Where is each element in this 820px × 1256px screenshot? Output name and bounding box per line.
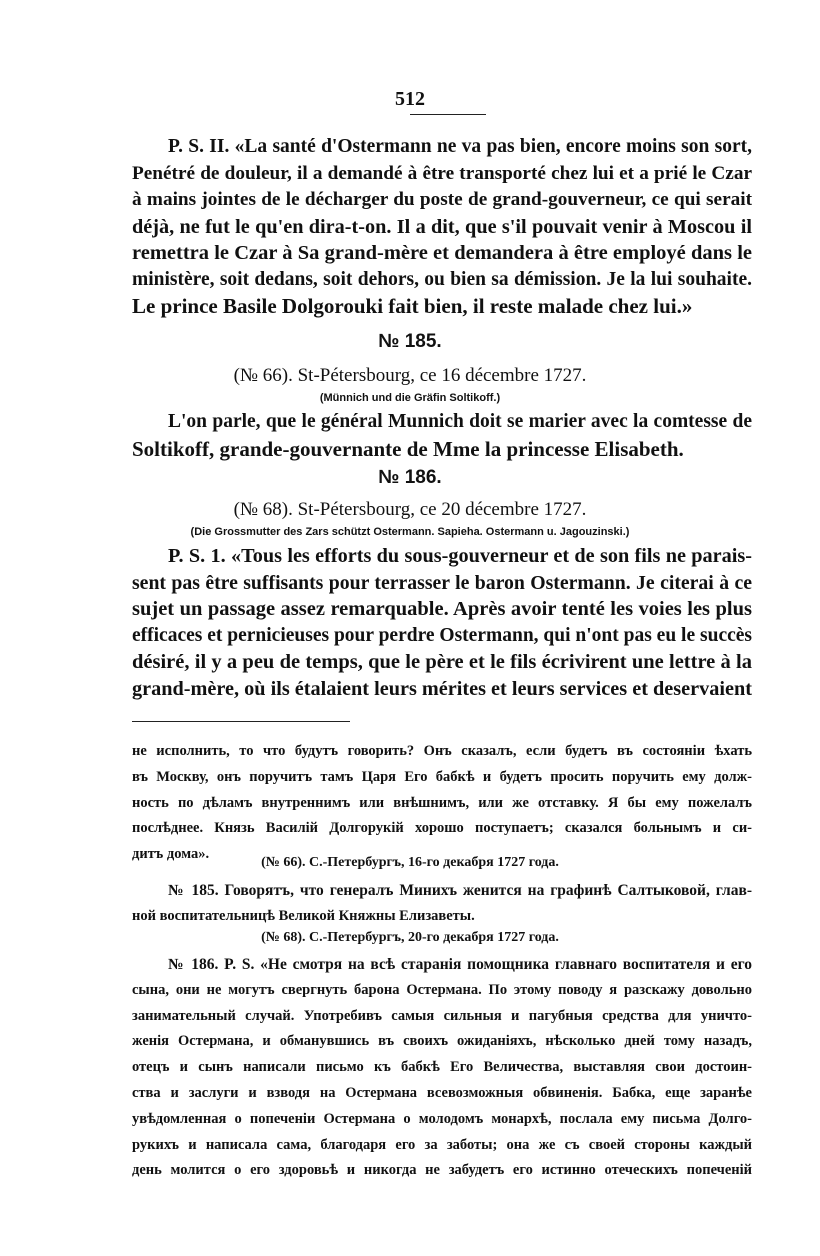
text-line: день молится о его здоровьѣ и никогда не забудетъ его истинно отеческихъ попеченій xyxy=(132,1162,752,1179)
page-number-rule xyxy=(410,114,486,115)
entry-185-dateline: (№ 66). St-Pétersbourg, ce 16 décembre 1727. xyxy=(233,365,587,386)
footnote-divider xyxy=(132,721,350,722)
text-line: remettra le Czar à Sa grand-mère et demandera à être employé dans le xyxy=(132,242,752,264)
entry-186-paragraph xyxy=(132,543,752,702)
text-line: désiré, il y a peu de temps, que le père et le fils écrivirent une lettre à la xyxy=(132,651,752,673)
entry-186-dateline: (№ 68). St-Pétersbourg, ce 20 décembre 1727. xyxy=(233,499,587,520)
entry-185-heading: № 185. xyxy=(378,331,442,352)
text-line: à mains jointes de le décharger du poste de grand-gouverneur, ce qui serait xyxy=(132,189,752,210)
text-line: efficaces et pernicieuses pour perdre Ostermann, qui n'ont pas eu le succès xyxy=(132,624,752,646)
text-line: увѣдомленная о попеченіи Остермана о молодомъ монархѣ, послала ему письма Долго- xyxy=(132,1110,752,1127)
text-line: сына, они не могутъ свергнуть барона Остермана. По этому поводу я разскажу довольно xyxy=(132,981,752,998)
text-line: déjà, ne fut le qu'en dira-t-on. Il a dit, que s'il pouvait venir à Moscou il xyxy=(132,215,752,238)
page-number: 512 xyxy=(395,88,425,110)
text-line: grand-mère, où ils étalaient leurs mérites et leurs services et deservaient xyxy=(132,677,752,700)
text-line: послѣднее. Князь Василій Долгорукій хорошо поступаетъ; сказался больнымъ и си- xyxy=(132,820,752,837)
text-line: № 185. Говорятъ, что генералъ Минихъ женится на графинѣ Салтыковой, глав- xyxy=(168,882,752,899)
entry-186-heading: № 186. xyxy=(378,467,442,488)
russian-continuation-paragraph xyxy=(132,739,752,868)
text-line: ной воспитательницѣ Великой Княжны Елизаветы. xyxy=(132,907,475,924)
russian-dateline-186: (№ 68). С.-Петербургъ, 20-го декабря 1727 года. xyxy=(261,930,559,945)
text-line: женія Остермана, и обманувшись въ своихъ ожиданіяхъ, нѣсколько дней тому назадъ, xyxy=(132,1033,752,1050)
text-line: sujet un passage assez remarquable. Après avoir tenté les voies les plus xyxy=(132,598,752,620)
entry-185-subhead: (Münnich und die Gräfin Soltikoff.) xyxy=(319,392,501,404)
russian-185-paragraph xyxy=(132,878,752,930)
entry-186-subhead: (Die Grossmutter des Zars schützt Ostermann. Sapieha. Ostermann u. Jagouzinski.) xyxy=(190,526,630,538)
text-line: ства и заслуги и взводя на Остермана всевозможныя обвиненія. Бабка, еще заранѣе xyxy=(132,1084,752,1101)
ps2-paragraph xyxy=(132,134,752,320)
text-line: L'on parle, que le général Munnich doit se marier avec la comtesse de xyxy=(168,411,752,432)
text-line: Soltikoff, grande-gouvernante de Mme la princesse Elisabeth. xyxy=(132,436,684,461)
text-line: въ Москву, онъ поручитъ тамъ Царя Его бабкѣ и будетъ просить поручить ему долж- xyxy=(132,768,752,785)
text-line: Penétré de douleur, il a demandé à être transporté chez lui et a prié le Czar xyxy=(132,162,752,184)
text-line: Le prince Basile Dolgorouki fait bien, il reste malade chez lui.» xyxy=(132,294,693,318)
text-line: дитъ дома». xyxy=(132,846,210,863)
text-line: рукихъ и написала сама, благодаря его за заботы; она же съ своей стороны каждый xyxy=(132,1136,752,1153)
text-line: отецъ и сынъ написали письмо къ бабкѣ Его Величества, выставляя свои достоин- xyxy=(132,1059,752,1076)
text-line: ность по дѣламъ внутреннимъ или внѣшнимъ, или же отставку. Я бы ему пожелалъ xyxy=(132,794,752,811)
entry-185-paragraph xyxy=(132,409,752,462)
text-line: занимательный случай. Употребивъ самыя сильныя и пагубныя средства для уничто- xyxy=(132,1007,752,1024)
text-line: не исполнить, то что будутъ говорить? Онъ сказалъ, если будетъ въ состояніи ѣхать xyxy=(132,743,752,759)
russian-186-paragraph xyxy=(132,952,752,1184)
text-line: P. S. 1. «Tous les efforts du sous-gouverneur et de son fils ne parais- xyxy=(168,545,752,567)
text-line: № 186. P. S. «Не смотря на всѣ старанія помощника главнаго воспитателя и его xyxy=(168,956,752,973)
text-line: sent pas être suffisants pour terrasser le baron Ostermann. Je citerai à ce xyxy=(132,571,752,594)
text-line: ministère, soit dedans, soit dehors, ou bien sa démission. Je la lui souhaite. xyxy=(132,268,752,290)
russian-dateline-185: (№ 66). С.-Петербургъ, 16-го декабря 1727 года. xyxy=(261,855,559,870)
text-line: P. S. II. «La santé d'Ostermann ne va pas bien, encore moins son sort, xyxy=(168,136,752,157)
